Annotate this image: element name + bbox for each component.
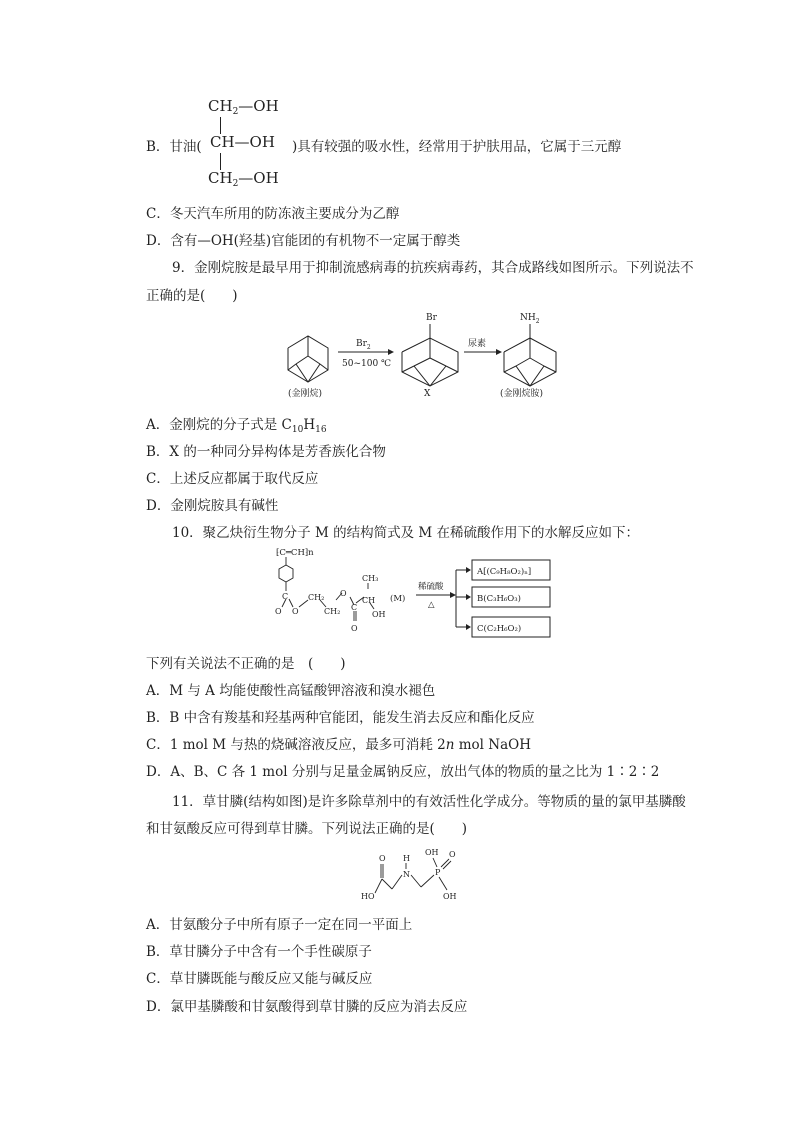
svg-text:A[(C₉H₈O₂)ₙ]: A[(C₉H₈O₂)ₙ] bbox=[477, 567, 532, 577]
label-x: X bbox=[424, 389, 431, 399]
q9-synthesis-scheme bbox=[270, 308, 570, 404]
glyphosate-n: N bbox=[403, 870, 410, 879]
glycerol-bottom: $CH_2—OH$ bbox=[208, 169, 279, 189]
m-oh: OH bbox=[372, 610, 386, 619]
q10-stem: 10．聚乙炔衍生物分子 M 的结构简式及 M 在稀硫酸作用下的水解反应如下： bbox=[172, 525, 639, 541]
q10-option-b: B．B 中含有羧基和羟基两种官能团，能发生消去反应和酯化反应 bbox=[146, 710, 535, 726]
glyphosate-o-p: O bbox=[449, 850, 456, 859]
reagent-br2: $Br_2$ bbox=[356, 339, 371, 351]
q9-stem-line2: 正确的是( ) bbox=[146, 288, 238, 304]
m-c1: C bbox=[282, 592, 289, 601]
branch-lines bbox=[456, 570, 466, 627]
x-structure bbox=[402, 324, 458, 386]
q8-option-b-suffix: )具有较强的吸水性，经常用于护肤用品，它属于三元醇 bbox=[292, 139, 622, 155]
q9-option-d: D．金刚烷胺具有碱性 bbox=[146, 498, 279, 514]
glycerol-top: $CH_2—OH$ bbox=[208, 97, 279, 117]
polymer-backbone: ⁅C═CH⁆n bbox=[276, 548, 314, 558]
q11-option-b: B．草甘膦分子中含有一个手性碳原子 bbox=[146, 944, 372, 960]
q11-stem-line1: 11．草甘膦(结构如图)是许多除草剂中的有效活性化学成分。等物质的量的氯甲基膦酸 bbox=[172, 794, 686, 810]
q10-option-a: A．M 与 A 均能使酸性高锰酸钾溶液和溴水褪色 bbox=[146, 683, 436, 699]
label-amantadine: (金刚烷胺) bbox=[500, 389, 544, 399]
m-ch3: CH₃ bbox=[362, 574, 379, 583]
glyphosate-oh-bottom: OH bbox=[443, 892, 457, 901]
label-m: (M) bbox=[390, 594, 406, 604]
m-o3: O bbox=[340, 589, 347, 598]
m-o4: O bbox=[351, 624, 358, 633]
glyphosate-h: H bbox=[403, 854, 410, 863]
label-adamantane: (金刚烷) bbox=[288, 389, 323, 399]
q10-option-c: C．1 mol M 与热的烧碱溶液反应，最多可消耗 2n mol NaOH bbox=[146, 737, 531, 753]
q9-option-a: A．金刚烷的分子式是 $C_{10}H_{16}$ bbox=[146, 417, 327, 435]
q8-option-c: C．冬天汽车所用的防冻液主要成分为乙醇 bbox=[146, 206, 400, 222]
condition-temp: 50~100 ℃ bbox=[342, 359, 392, 369]
svg-text:C(C₂H₆O₂): C(C₂H₆O₂) bbox=[477, 624, 522, 634]
substituent-nh2: $NH_2$ bbox=[520, 313, 540, 325]
m-o2: O bbox=[292, 607, 299, 616]
q11-option-c: C．草甘膦既能与酸反应又能与碱反应 bbox=[146, 971, 373, 987]
svg-text:B(C₃H₆O₃): B(C₃H₆O₃) bbox=[477, 594, 521, 604]
glycerol-bond-upper bbox=[220, 117, 221, 134]
m-ch: CH bbox=[362, 596, 376, 605]
heat-symbol: △ bbox=[428, 600, 435, 610]
q8-option-d: D．含有—OH(羟基)官能团的有机物不一定属于醇类 bbox=[146, 233, 461, 249]
substituent-br: Br bbox=[426, 313, 437, 323]
q11-option-a: A．甘氨酸分子中所有原子一定在同一平面上 bbox=[146, 917, 413, 933]
reagent-urea: 尿素 bbox=[468, 339, 487, 349]
m-o1: O bbox=[275, 607, 282, 616]
glycerol-bond-lower bbox=[220, 153, 221, 170]
m-c2: C bbox=[351, 603, 358, 612]
reagent-dilute-sulfuric-acid: 稀硫酸 bbox=[418, 582, 444, 592]
q9-option-b: B．X 的一种同分异构体是芳香族化合物 bbox=[146, 444, 386, 460]
q11-stem-line2: 和甘氨酸反应可得到草甘膦。下列说法正确的是( ) bbox=[146, 821, 468, 837]
q11-option-d: D．氯甲基膦酸和甘氨酸得到草甘膦的反应为消去反应 bbox=[146, 999, 468, 1015]
q10-option-d: D．A、B、C 各 1 mol 分别与足量金属钠反应，放出气体的物质的量之比为 1∶2∶2 bbox=[146, 764, 660, 780]
glycerol-mid: CH—OH bbox=[210, 133, 275, 151]
glyphosate-oh-top: OH bbox=[425, 848, 439, 857]
q10-subprompt: 下列有关说法不正确的是 ( ) bbox=[146, 656, 346, 672]
m-ch2-a: CH₂ bbox=[308, 593, 325, 602]
q9-stem-line1: 9．金刚烷胺是最早用于抑制流感病毒的抗疾病毒药，其合成路线如图所示。下列说法不 bbox=[172, 260, 694, 276]
q9-option-c: C．上述反应都属于取代反应 bbox=[146, 471, 319, 487]
amantadine-structure bbox=[504, 324, 556, 386]
q10-hydrolysis-scheme bbox=[262, 545, 562, 643]
glyphosate-structure bbox=[355, 843, 475, 905]
adamantane-structure bbox=[288, 336, 328, 382]
glyphosate-p: P bbox=[435, 868, 441, 877]
glyphosate-o-top: O bbox=[379, 854, 386, 863]
q8-option-b-prefix: B．甘油( bbox=[146, 139, 202, 155]
glyphosate-ho: HO bbox=[361, 892, 375, 901]
m-ch2-b: CH₂ bbox=[324, 607, 341, 616]
